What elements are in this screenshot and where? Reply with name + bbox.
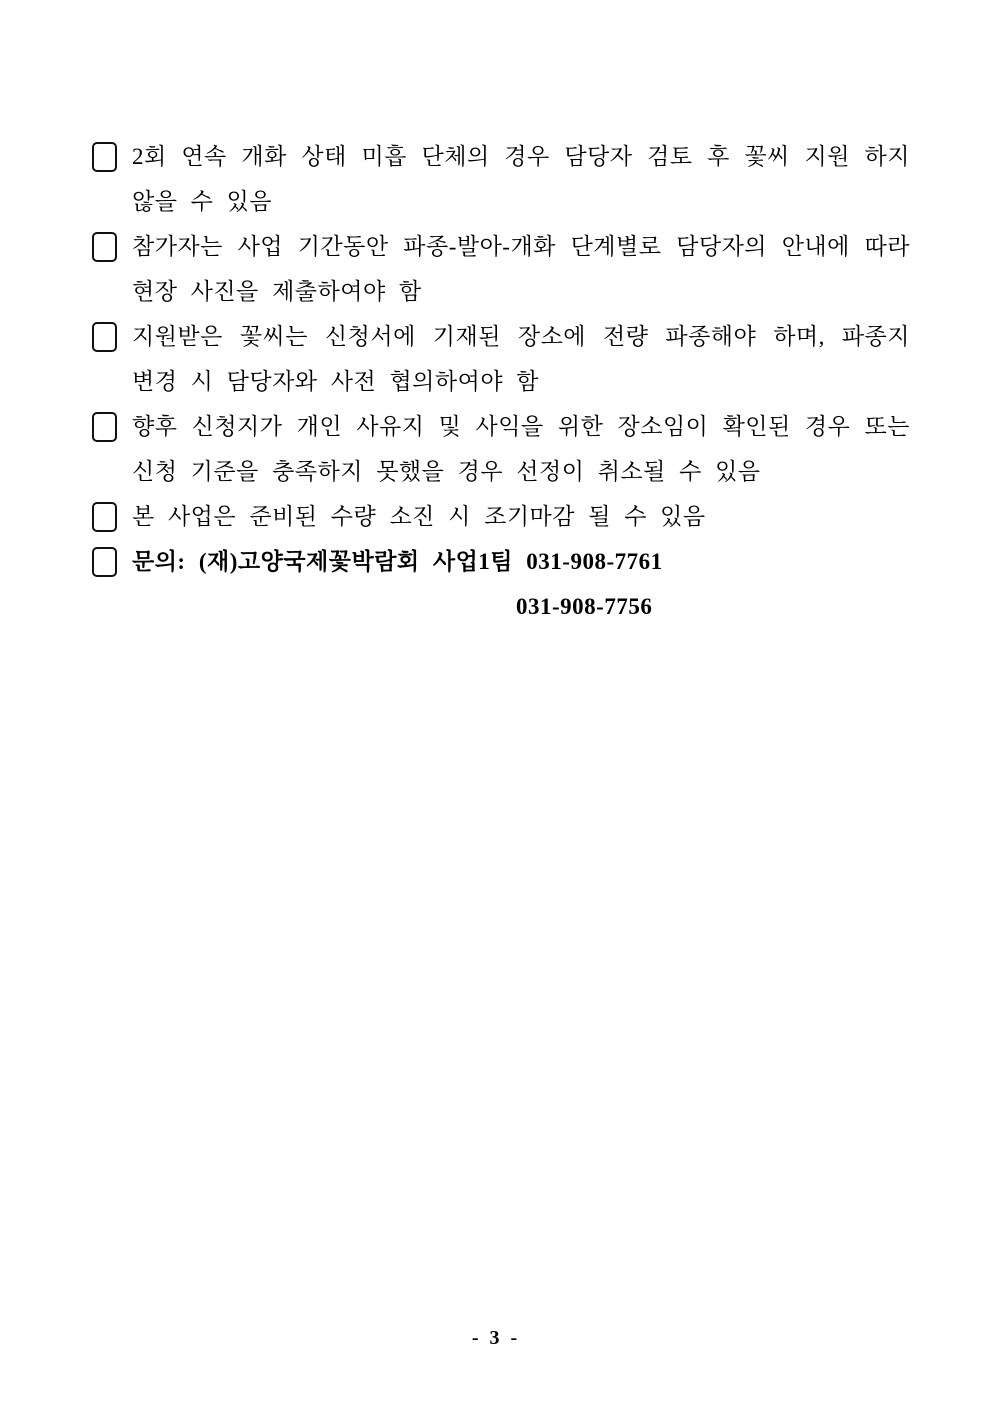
item-text: 2회 연속 개화 상태 미흡 단체의 경우 담당자 검토 후 꽃씨 지원 하지 않을 수 있음 (132, 144, 910, 214)
item-text: 본 사업은 준비된 수량 소진 시 조기마감 될 수 있음 (132, 504, 706, 529)
item-text: 향후 신청지가 개인 사유지 및 사익을 위한 장소임이 확인된 경우 또는 신청 기준을 충족하지 못했을 경우 선정이 취소될 수 있음 (132, 414, 910, 484)
item-text: 참가자는 사업 기간동안 파종-발아-개화 단계별로 담당자의 안내에 따라 현장 사진을 제출하여야 함 (132, 234, 910, 304)
checklist-item (92, 134, 910, 224)
checklist-item (92, 494, 910, 539)
contact-line1: 문의: (재)고양국제꽃박람회 사업1팀 031-908-7761 (132, 549, 663, 574)
checkbox-icon (92, 412, 117, 442)
page-number: - 3 - (471, 1327, 521, 1349)
checklist-item (92, 314, 910, 404)
checkbox-icon (92, 142, 117, 172)
contact-line2-phone: 031-908-7756 (516, 594, 653, 619)
checkbox-icon (92, 232, 117, 262)
checkbox-icon (92, 547, 117, 577)
checklist-item (92, 404, 910, 494)
checkbox-icon (92, 322, 117, 352)
checklist-item (92, 224, 910, 314)
contact-item (92, 539, 910, 584)
checklist-content (92, 134, 910, 629)
item-text: 지원받은 꽃씨는 신청서에 기재된 장소에 전량 파종해야 하며, 파종지 변경 시 담당자와 사전 협의하여야 함 (132, 324, 910, 394)
checkbox-icon (92, 502, 117, 532)
